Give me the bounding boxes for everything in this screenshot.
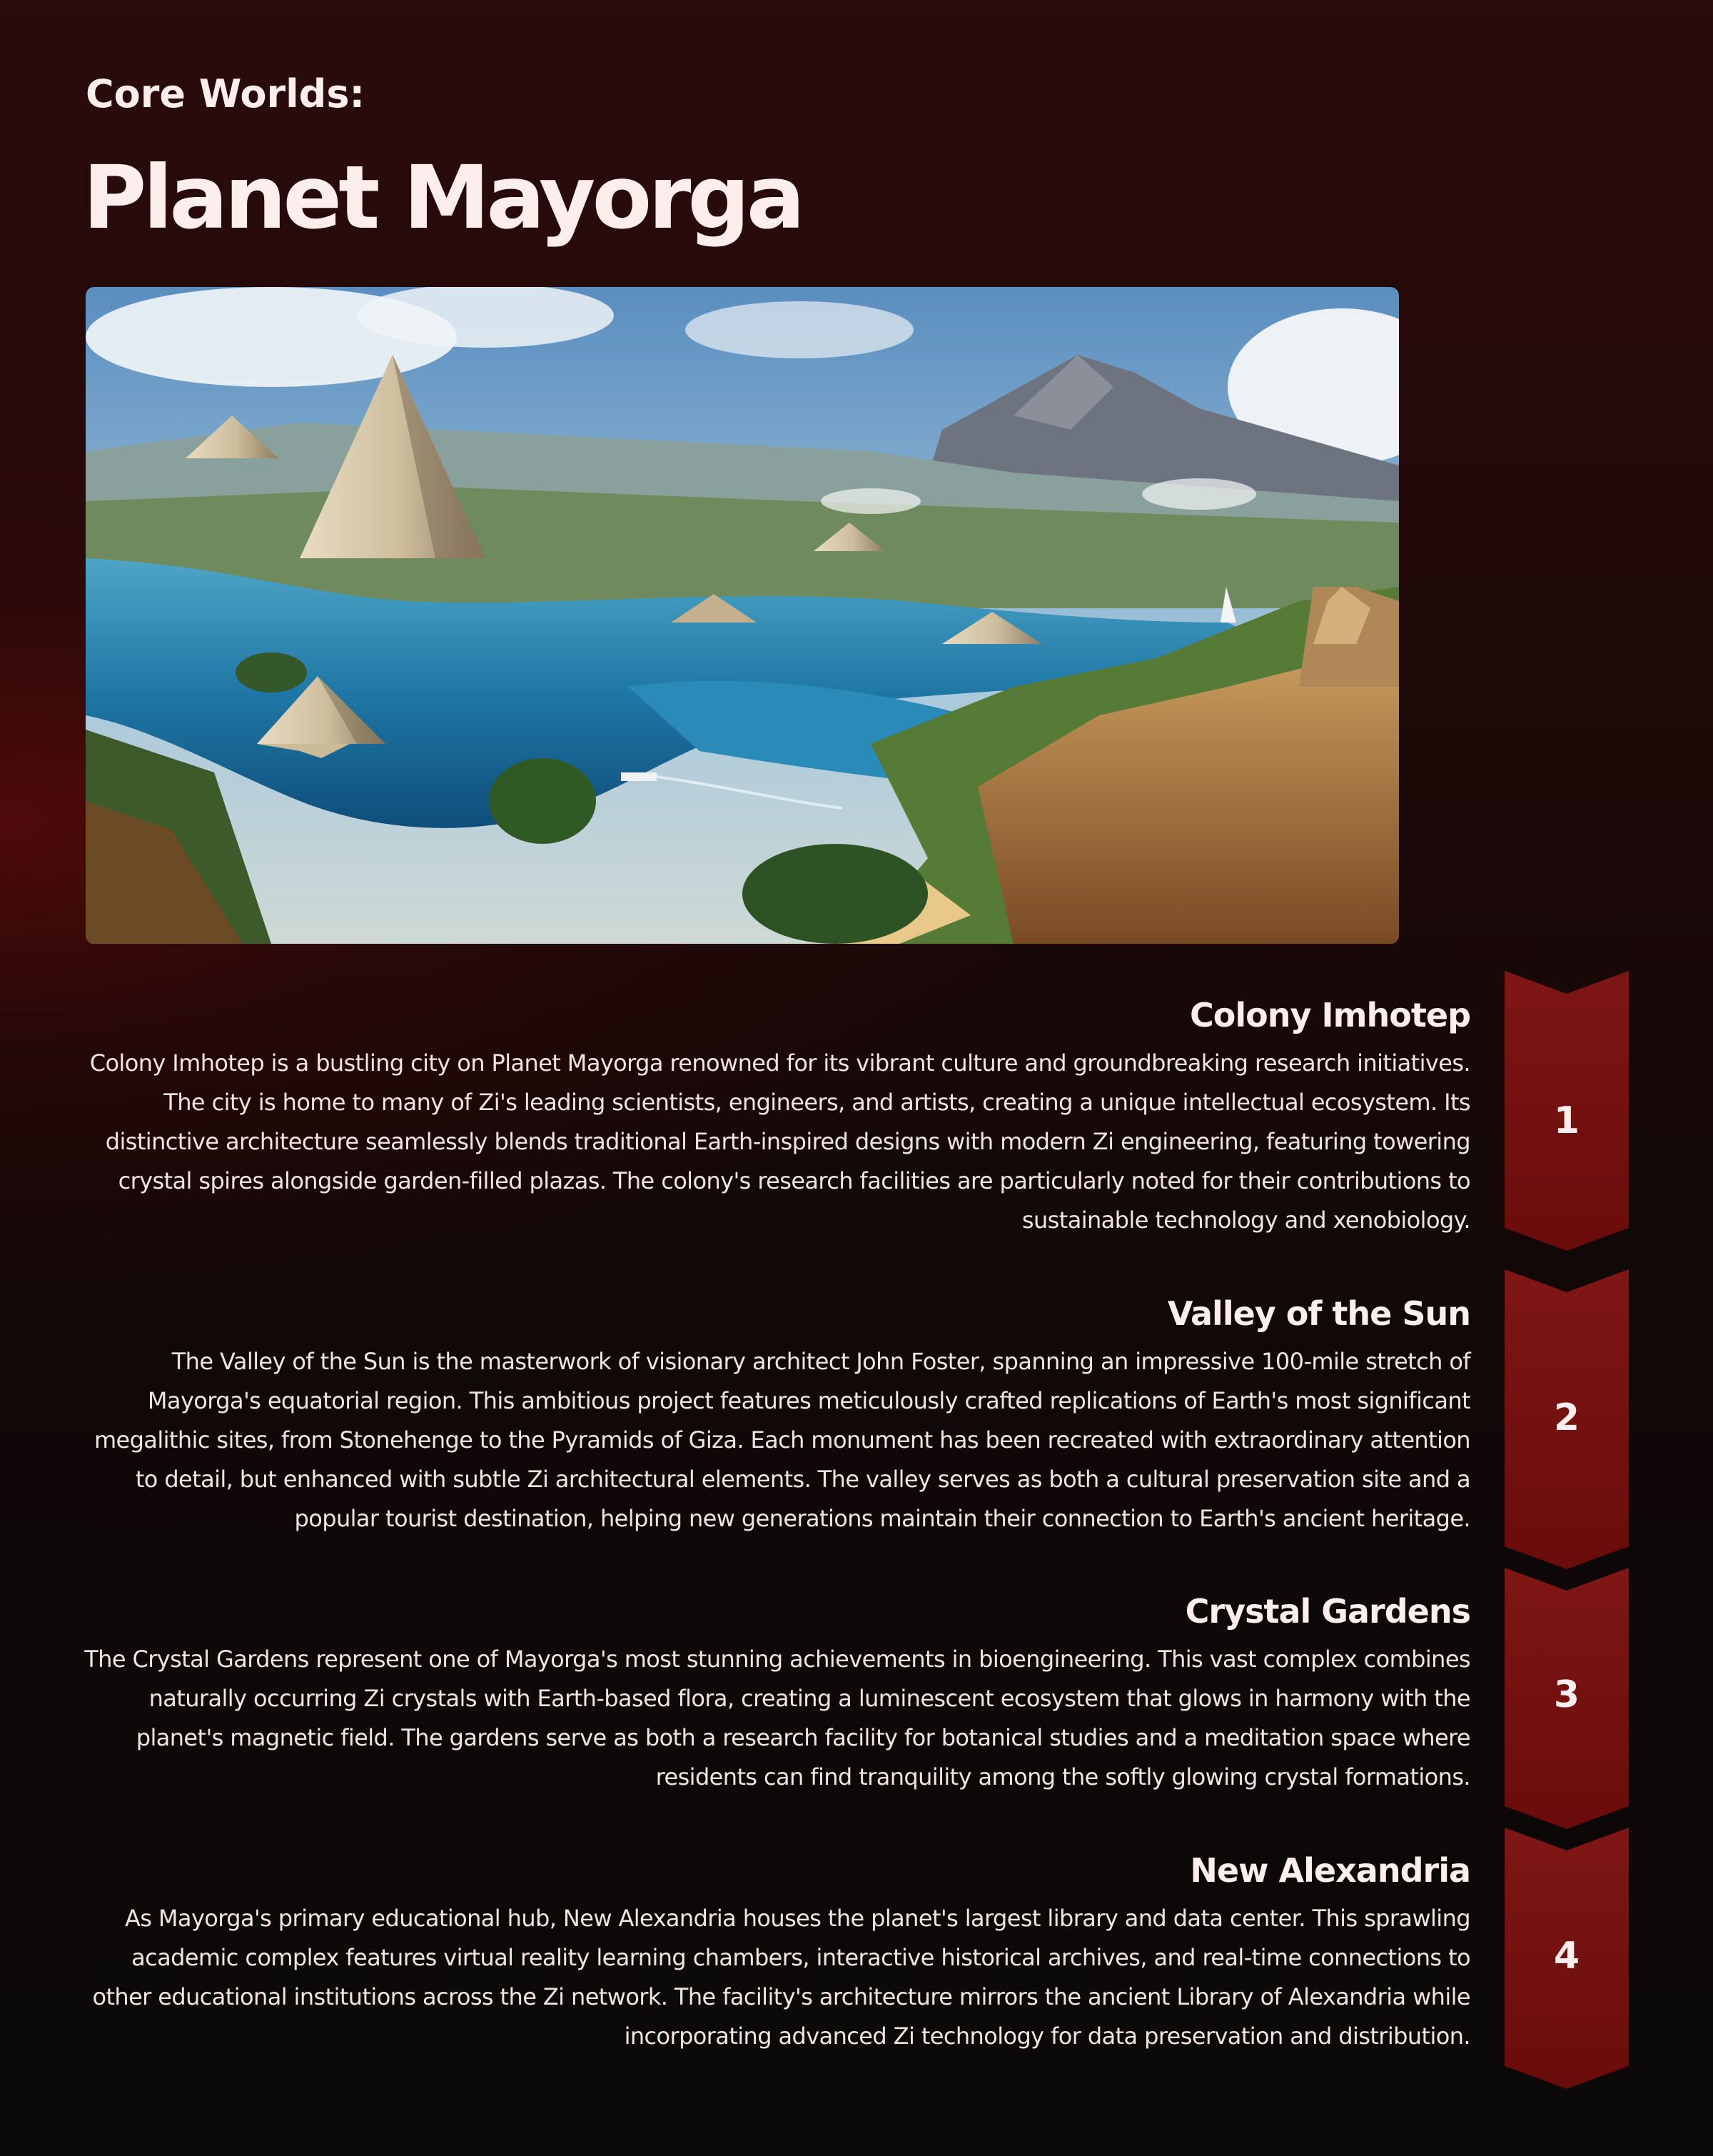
section-heading: Valley of the Sun [1167, 1294, 1470, 1333]
section-colony-imhotep [79, 994, 1470, 1240]
step-marker-3 [1505, 1568, 1629, 1829]
step-marker-2 [1505, 1269, 1629, 1569]
step-number: 1 [1553, 1099, 1580, 1142]
step-marker-1 [1505, 971, 1629, 1251]
section-body: The Valley of the Sun is the masterwork of visionary architect John Foster, spanning an impressive 100-mile stretch of Mayorga's equatorial region. This ambitious project features meticulously crafted replications of Earth's most significant megalithic sites, from Stonehenge to the Pyramids of Giza. Each monument has been recreated with extraordinary attention to detail, but enhanced with subtle Zi architectural elements. The valley serves as both a cultural preservation site and a popular tourist destination, helping new generations maintain their connection to Earth's ancient heritage. [94, 1348, 1470, 1532]
section-valley-of-the-sun [79, 1292, 1470, 1538]
section-new-alexandria [79, 1849, 1470, 2056]
section-crystal-gardens [79, 1590, 1470, 1797]
section-body: Colony Imhotep is a bustling city on Planet Mayorga renowned for its vibrant culture and groundbreaking research initiatives. The city is home to many of Zi's leading scientists, engineers, and artists, creating a unique intellectual ecosystem. Its distinctive architecture seamlessly blends traditional Earth-inspired designs with modern Zi engineering, featuring towering crystal spires alongside garden-filled plazas. The colony's research facilities are particularly noted for their contributions to sustainable technology and xenobiology. [89, 1049, 1470, 1234]
page-title: Planet Mayorga [83, 147, 802, 248]
section-heading: New Alexandria [1190, 1851, 1470, 1890]
section-eyebrow: Core Worlds: [86, 71, 365, 116]
section-body: As Mayorga's primary educational hub, New Alexandria houses the planet's largest library and data center. This sprawling academic complex features virtual reality learning chambers, interactive historical archives, and real-time connections to other educational institutions across the Zi network. The facility's architecture mirrors the ancient Library of Alexandria while incorporating advanced Zi technology for data preservation and distribution. [92, 1905, 1470, 2050]
landscape-illustration [86, 287, 1399, 944]
step-number: 3 [1553, 1673, 1580, 1716]
step-marker-4 [1505, 1828, 1629, 2089]
section-heading: Crystal Gardens [1185, 1592, 1470, 1631]
step-number: 4 [1553, 1935, 1580, 1978]
section-heading: Colony Imhotep [1190, 996, 1470, 1034]
step-number: 2 [1553, 1396, 1580, 1439]
section-body: The Crystal Gardens represent one of Mayorga's most stunning achievements in bioengineering. This vast complex combines naturally occurring Zi crystals with Earth-based flora, creating a luminescent ecosystem that glows in harmony with the planet's magnetic field. The gardens serve as both a research facility for botanical studies and a meditation space where residents can find tranquility among the softly glowing crystal formations. [84, 1646, 1470, 1790]
hero-image [86, 287, 1399, 944]
